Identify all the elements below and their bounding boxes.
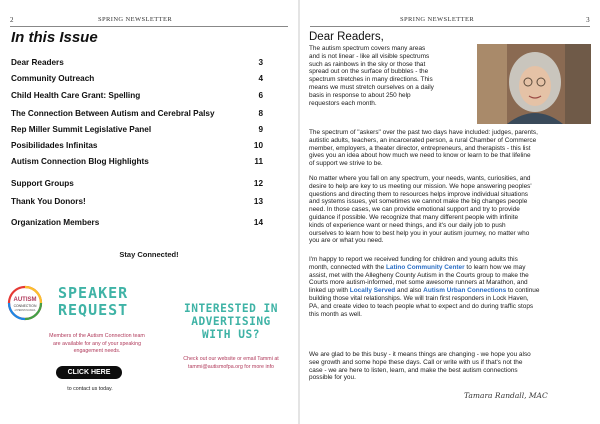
advertising-contact-text: Check out our website or email Tammi at tammi@autismofpa.org for more info bbox=[168, 355, 294, 371]
page-number: 3 bbox=[586, 16, 590, 24]
letter-paragraph-1-intro: The autism spectrum covers many areas and is not linear - like all visible spectrums such as rainbows in the sky or those that spread out on the surface of bubbles - the spectrum stretches in many directions. This means we must stretch ourselves on a daily basis in response to about 250 help requestors each month. bbox=[309, 45, 434, 107]
toc-item-child-health-grant[interactable]: Child Health Care Grant: Spelling 6 bbox=[11, 91, 263, 100]
toc-item-posibilidades[interactable]: Posibilidades Infinitas 10 bbox=[11, 141, 263, 150]
advertising-email-link[interactable]: tammi@autismofpa.org for more info bbox=[187, 364, 275, 370]
page-header bbox=[310, 16, 590, 27]
locally-served-link[interactable]: Locally Served bbox=[349, 287, 396, 295]
signature: Tamara Randall, MAC bbox=[464, 391, 548, 400]
letter-paragraph-4: We are glad to be this busy - it means things are changing - we hope you also see growth and some hope these days. Call or write with us if that's not the case - we are here to listen, learn, and make the best autism connections possible for you. bbox=[309, 351, 531, 382]
toc-title: In this Issue bbox=[11, 29, 98, 46]
toc-item-organization-members[interactable]: Organization Members 14 bbox=[11, 218, 263, 227]
click-here-button[interactable]: CLICK HERE bbox=[56, 366, 122, 379]
speaker-members-text: Members of the Autism Connection team are available for any of your speaking engagement needs. bbox=[49, 333, 145, 354]
newsletter-header: SPRING NEWSLETTER bbox=[98, 16, 173, 23]
right-page bbox=[300, 0, 600, 424]
toc-item-autism-cerebral-palsy[interactable]: The Connection Between Autism and Cerebral Palsy 8 bbox=[11, 109, 263, 118]
logo-sub2: of PENNSYLVANIA bbox=[14, 309, 36, 312]
toc-item-rep-miller[interactable]: Rep Miller Summit Legislative Panel 9 bbox=[11, 125, 263, 134]
latino-community-center-link[interactable]: Latino Community Center bbox=[385, 263, 465, 271]
advertising-heading: INTERESTED IN ADVERTISING WITH US? bbox=[183, 302, 279, 341]
toc-item-community-outreach[interactable]: Community Outreach 4 bbox=[11, 74, 263, 83]
author-photo bbox=[477, 44, 591, 124]
toc-item-thank-you-donors[interactable]: Thank You Donors! 13 bbox=[11, 197, 263, 206]
stay-connected-heading: Stay Connected! bbox=[119, 250, 179, 259]
speaker-request-heading: SPEAKER REQUEST bbox=[58, 284, 129, 319]
letter-paragraph-3: I'm happy to report we received funding for children and young adults this month, connected with the Latino Community Center to learn how we may assist, met with the Allegheny County Autism in the Courts group to make the Courts more autism-informed, met some awesome runners at Marathon, and linked up with Locally Served and also Autism Urban Connections to continue building those vital relationships. We will train first responders in Lock Haven, PA, and create video to teach people what to expect and do during traffic stops this month as well. bbox=[309, 256, 540, 318]
letter-paragraph-1-rest: The spectrum of "askers" over the past two days have included: judges, parents, autistic adults, teachers, an incarcerated person, a rural Chamber of Commerce member, employers, a theater director, entrepreneurs, and therapists - this list gives you an idea about how much we need to know or learn to be that lifeline of support we strive to be. bbox=[309, 129, 538, 168]
toc-item-blog-highlights[interactable]: Autism Connection Blog Highlights 11 bbox=[11, 157, 263, 166]
newsletter-header: SPRING NEWSLETTER bbox=[400, 16, 475, 23]
letter-greeting: Dear Readers, bbox=[309, 31, 384, 43]
autism-urban-connections-link[interactable]: Autism Urban Connections bbox=[423, 287, 507, 295]
toc-item-dear-readers[interactable]: Dear Readers 3 bbox=[11, 58, 263, 67]
left-page bbox=[0, 0, 298, 424]
page-number: 2 bbox=[10, 16, 14, 24]
logo-sub: CONNECTION bbox=[13, 304, 37, 308]
page-header bbox=[10, 16, 288, 27]
letter-paragraph-2: No matter where you fall on any spectrum, your needs, wants, curiosities, and desire to help are key to us meeting our mission. We hope answering peoples' questions and directing them to resources helps improve individual situations and systems issues, yet sometimes we cannot make the big changes people need. In those cases, we can provide emotional support and try to provide guidance if possible. We recognize that many different people with infinite kinds of experience want or need things, and it's our daily job to push ourselves to learn how to best help you in your autism journey, no matter who you are or what you need. bbox=[309, 175, 532, 245]
autism-connection-logo-icon bbox=[6, 284, 44, 322]
contact-us-text: to contact us today. bbox=[67, 386, 113, 392]
toc-item-support-groups[interactable]: Support Groups 12 bbox=[11, 179, 263, 188]
logo-word: AUTISM bbox=[13, 297, 37, 303]
